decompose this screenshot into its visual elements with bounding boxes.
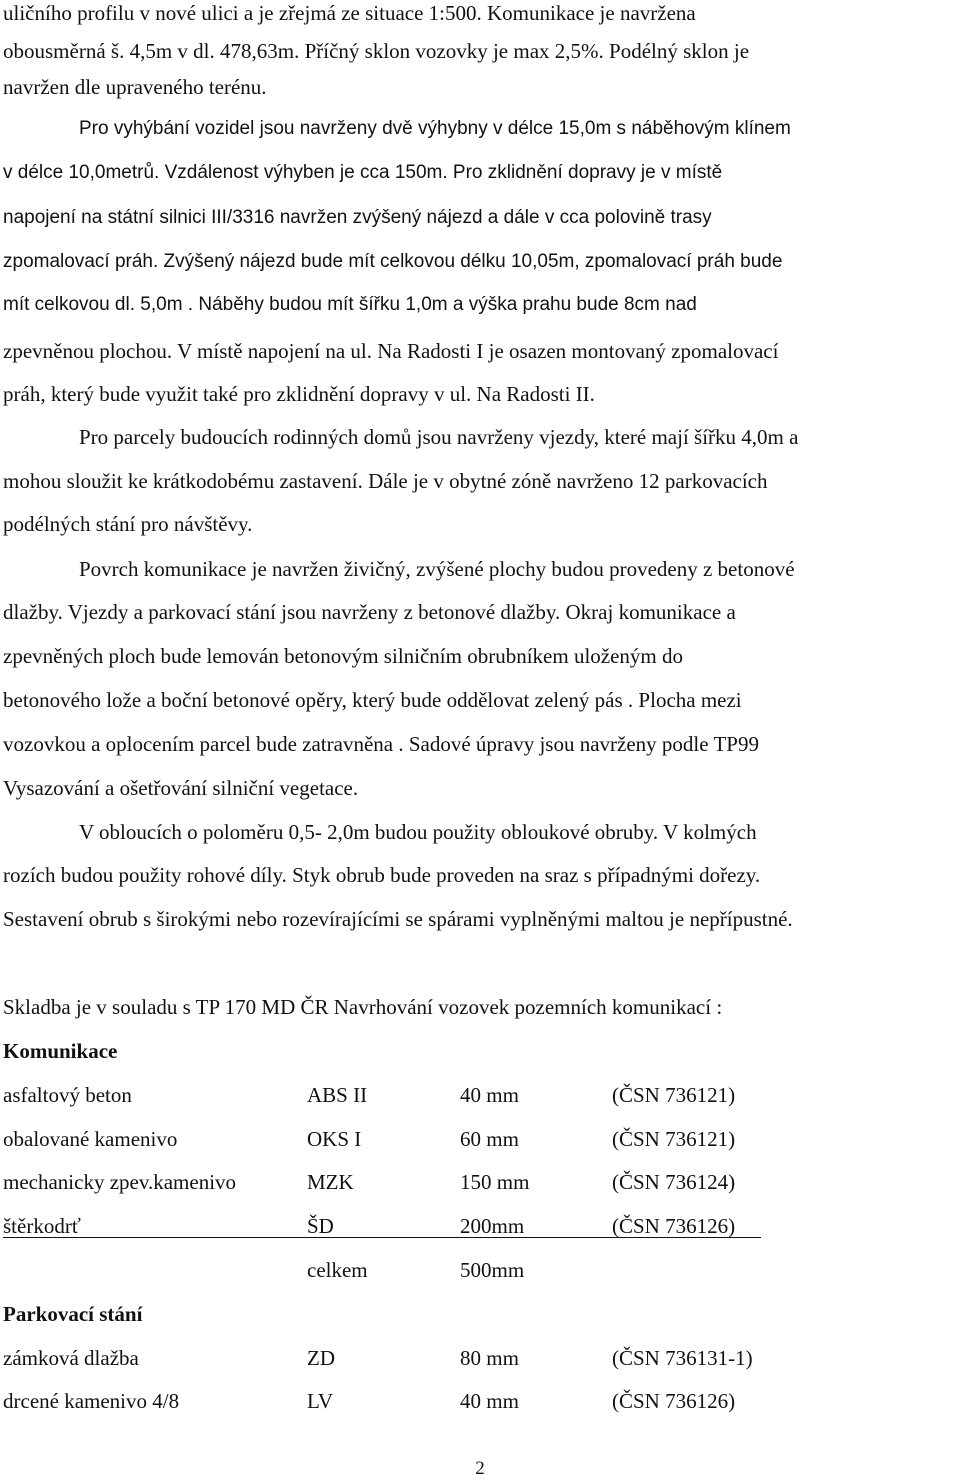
total-label: celkem: [307, 1258, 368, 1282]
text-line: Povrch komunikace je navržen živičný, zvýšené plochy budou provedeny z betonové: [79, 557, 795, 581]
text-line: uličního profilu v nové ulici a je zřejmá ze situace 1:500. Komunikace je navržena: [3, 1, 696, 25]
material-cell: obalované kamenivo: [3, 1127, 178, 1151]
code-cell: OKS I: [307, 1127, 362, 1151]
thickness-cell: 80 mm: [460, 1346, 519, 1370]
total-value: 500mm: [460, 1258, 525, 1282]
thickness-cell: 40 mm: [460, 1083, 519, 1107]
code-cell: MZK: [307, 1170, 354, 1194]
thickness-cell: 40 mm: [460, 1389, 519, 1413]
material-cell: mechanicky zpev.kamenivo: [3, 1170, 237, 1194]
text-line: obousměrná š. 4,5m v dl. 478,63m. Příčný sklon vozovky je max 2,5%. Podélný sklon je: [3, 39, 750, 63]
page-number: 2: [475, 1458, 485, 1479]
thickness-cell: 150 mm: [460, 1170, 530, 1194]
section-heading: Komunikace: [3, 1039, 118, 1063]
text-line: V obloucích o poloměru 0,5- 2,0m budou použity obloukové obruby. V kolmých: [79, 820, 757, 844]
text-line: mohou sloužit ke krátkodobému zastavení. Dále je v obytné zóně navrženo 12 parkovacích: [3, 469, 768, 493]
material-cell: asfaltový beton: [3, 1083, 132, 1107]
text-line: dlažby. Vjezdy a parkovací stání jsou navrženy z betonové dlažby. Okraj komunikace a: [3, 600, 736, 624]
code-cell: ABS II: [307, 1083, 368, 1107]
norm-cell: (ČSN 736126): [612, 1389, 736, 1413]
code-cell: ŠD: [307, 1214, 334, 1238]
text-line: Pro vyhýbání vozidel jsou navrženy dvě výhybny v délce 15,0m s náběhovým klínem: [79, 118, 791, 139]
text-line: Sestavení obrub s širokými nebo rozevírajícími se spárami vyplněnými maltou je nepřípustné.: [3, 907, 793, 931]
norm-cell: (ČSN 736124): [612, 1170, 736, 1194]
text-line: zpevněných ploch bude lemován betonovým silničním obrubníkem uloženým do: [3, 644, 684, 668]
norm-cell: (ČSN 736131-1): [612, 1346, 753, 1370]
text-line: zpevněnou plochou. V místě napojení na ul. Na Radosti I je osazen montovaný zpomalovací: [3, 339, 779, 363]
text-line: mít celkovou dl. 5,0m . Náběhy budou mít šířku 1,0m a výška prahu bude 8cm nad: [3, 294, 697, 315]
material-cell: zámková dlažba: [3, 1346, 139, 1370]
text-line: Vysazování a ošetřování silniční vegetace.: [3, 776, 359, 800]
section-heading: Parkovací stání: [3, 1302, 143, 1326]
text-line: podélných stání pro návštěvy.: [3, 512, 253, 536]
text-line: práh, který bude využit také pro zklidnění dopravy v ul. Na Radosti II.: [3, 382, 595, 406]
text-line: navržen dle upraveného terénu.: [3, 75, 267, 99]
text-line: v délce 10,0metrů. Vzdálenost výhyben je cca 150m. Pro zklidnění dopravy je v místě: [3, 162, 723, 183]
material-cell: drcené kamenivo 4/8: [3, 1389, 180, 1413]
text-line: Pro parcely budoucích rodinných domů jsou navrženy vjezdy, které mají šířku 4,0m a: [79, 425, 799, 449]
text-line: napojení na státní silnici III/3316 navržen zvýšený nájezd a dále v cca polovině trasy: [3, 207, 712, 228]
thickness-cell: 200mm: [460, 1214, 525, 1238]
norm-cell: (ČSN 736121): [612, 1127, 736, 1151]
text-line: zpomalovací práh. Zvýšený nájezd bude mít celkovou délku 10,05m, zpomalovací práh bude: [3, 251, 783, 272]
underline-rule: [3, 1237, 761, 1238]
text-line: rozích budou použity rohové díly. Styk obrub bude proveden na sraz s případnými dořezy.: [3, 863, 761, 887]
text-line: betonového lože a boční betonové opěry, který bude oddělovat zelený pás . Plocha mezi: [3, 688, 742, 712]
material-cell: štěrkodrť: [3, 1214, 81, 1238]
norm-cell: (ČSN 736126): [612, 1214, 736, 1238]
code-cell: ZD: [307, 1346, 335, 1370]
thickness-cell: 60 mm: [460, 1127, 519, 1151]
composition-intro: Skladba je v souladu s TP 170 MD ČR Navrhování vozovek pozemních komunikací :: [3, 995, 723, 1019]
norm-cell: (ČSN 736121): [612, 1083, 736, 1107]
text-line: vozovkou a oplocením parcel bude zatravněna . Sadové úpravy jsou navrženy podle TP99: [3, 732, 759, 756]
code-cell: LV: [307, 1389, 334, 1413]
